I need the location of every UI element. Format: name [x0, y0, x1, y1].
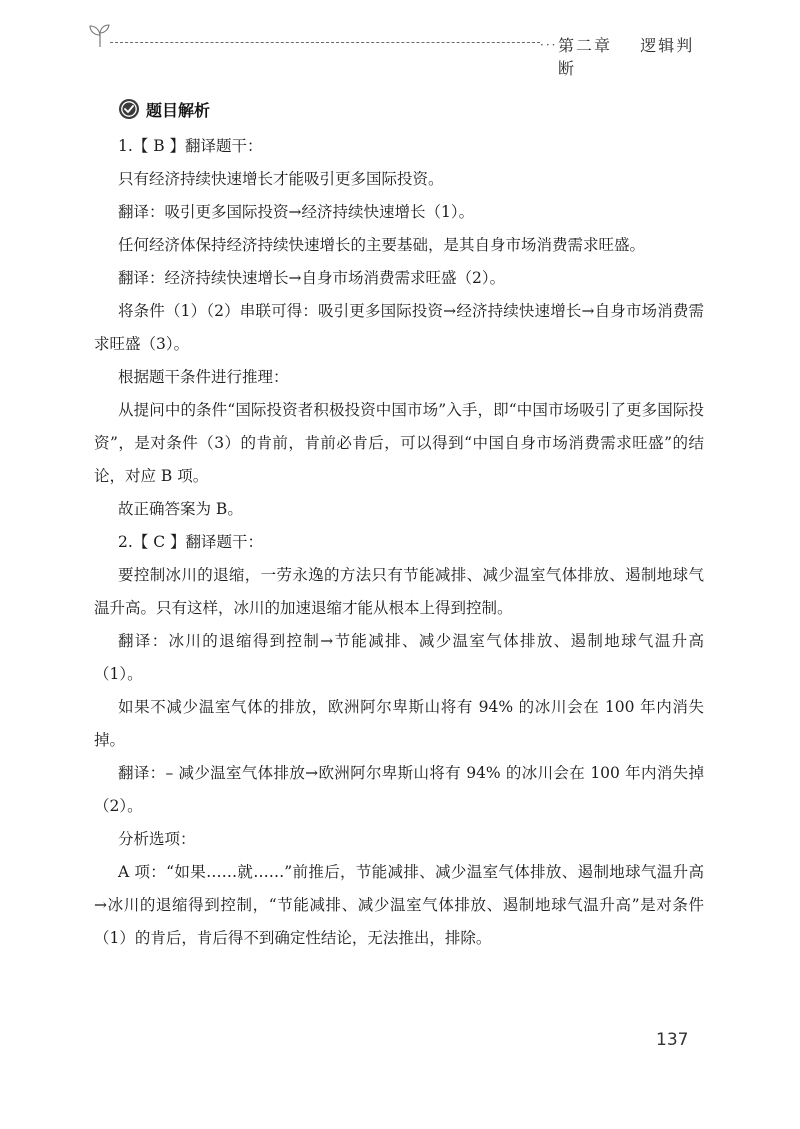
question-1-heading: 1.【 B 】翻译题干： [118, 137, 263, 155]
section-heading [118, 97, 210, 121]
paragraph-premise-3: 要控制冰川的退缩，一劳永逸的方法只有节能减排、减少温室气体排放、遏制地球气温升高。只有这样，冰川的加速退缩才能从根本上得到控制。 [94, 566, 704, 617]
chapter-title: 逻辑判断 [558, 36, 695, 78]
paragraph-chain: 将条件（1）（2）串联可得：吸引更多国际投资→经济持续快速增长→自身市场消费需求旺盛（3）。 [94, 302, 704, 353]
page-number: 137 [656, 1030, 689, 1050]
sprout-icon [88, 22, 112, 48]
paragraph-reasoning: 从提问中的条件“国际投资者积极投资中国市场”入手，即“中国市场吸引了更多国际投资”，是对条件（3）的肯前，肯前必肯后，可以得到“中国自身市场消费需求旺盛”的结论，对应 B 项。 [94, 401, 704, 485]
header-rule-dots: ··· [540, 38, 558, 52]
paragraph-options-intro: 分析选项： [118, 830, 196, 848]
header-rule [110, 42, 540, 43]
chapter-label [558, 33, 700, 79]
chapter-number: 第二章 [558, 36, 613, 55]
paragraph-option-a: A 项：“如果……就……”前推后，节能减排、减少温室气体排放、遏制地球气温升高→冰川的退缩得到控制，“节能减排、减少温室气体排放、遏制地球气温升高”是对条件（1）的肯后，肯后得不到确定性结论，无法推出，排除。 [94, 863, 704, 947]
section-title: 题目解析 [146, 100, 211, 120]
analysis-icon [118, 98, 140, 120]
paragraph-translation-1: 翻译：吸引更多国际投资→经济持续快速增长（1）。 [118, 203, 475, 221]
paragraph-premise-2: 任何经济体保持经济持续快速增长的主要基础，是其自身市场消费需求旺盛。 [118, 236, 646, 254]
paragraph-premise-1: 只有经济持续快速增长才能吸引更多国际投资。 [118, 170, 444, 188]
paragraph-translation-3: 翻译：冰川的退缩得到控制→节能减排、减少温室气体排放、遏制地球气温升高（1）。 [94, 632, 704, 683]
paragraph-answer-1: 故正确答案为 B。 [118, 500, 243, 518]
paragraph-premise-4: 如果不减少温室气体的排放，欧洲阿尔卑斯山将有 94% 的冰川会在 100 年内消失掉。 [94, 698, 704, 749]
question-2-heading: 2.【 C 】翻译题干： [118, 533, 264, 551]
paragraph-reasoning-intro: 根据题干条件进行推理： [118, 368, 289, 386]
paragraph-translation-4: 翻译：– 减少温室气体排放→欧洲阿尔卑斯山将有 94% 的冰川会在 100 年内消失掉（2）。 [94, 764, 704, 815]
paragraph-translation-2: 翻译：经济持续快速增长→自身市场消费需求旺盛（2）。 [118, 269, 506, 287]
body-text [94, 130, 704, 955]
running-header [88, 22, 700, 78]
